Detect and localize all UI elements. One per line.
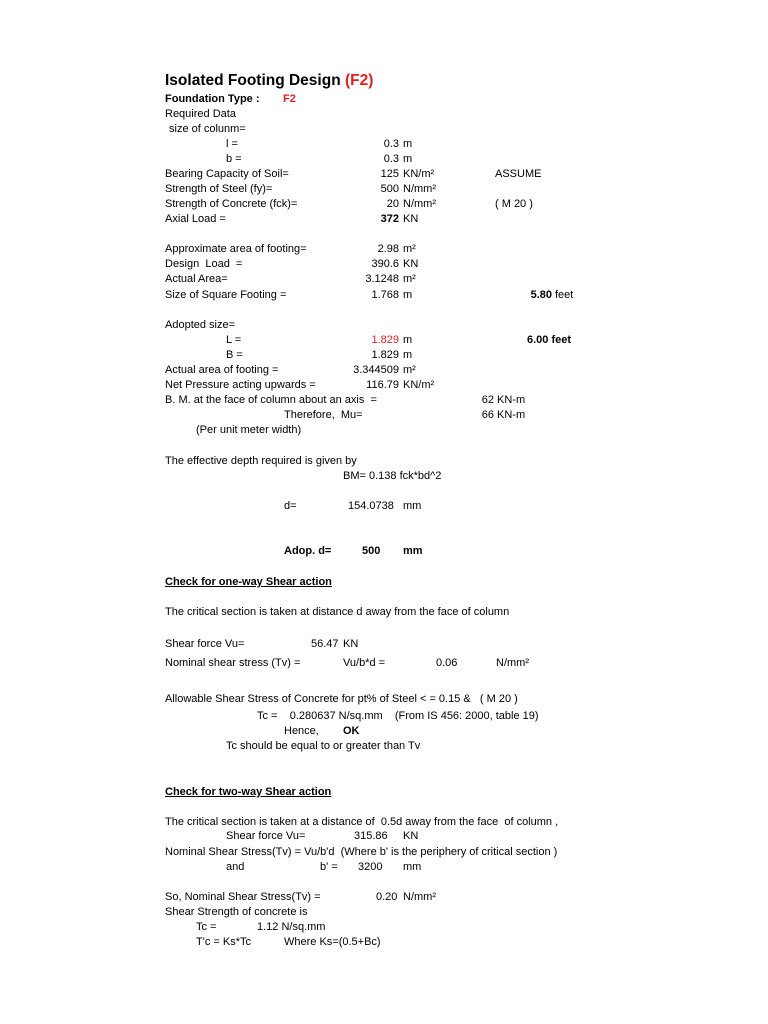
approx-area-label: Approximate area of footing= bbox=[165, 243, 307, 255]
actual-area-value: 3.1248 bbox=[365, 273, 399, 285]
L-feet: 6.00 feet bbox=[527, 334, 572, 346]
so-nominal-unit: N/mm² bbox=[403, 891, 436, 903]
two-way-shear-heading: Check for two-way Shear action bbox=[165, 786, 332, 798]
B-label: B = bbox=[226, 349, 243, 361]
required-data-label: Required Data bbox=[165, 108, 236, 120]
l-label: l = bbox=[226, 138, 238, 150]
bearing-capacity-unit: KN/m² bbox=[403, 168, 435, 180]
steel-strength-unit: N/mm² bbox=[403, 183, 436, 195]
design-load-label: Design Load = bbox=[165, 258, 243, 270]
so-nominal-label: So, Nominal Shear Stress(Tv) = bbox=[165, 891, 321, 903]
l-unit: m bbox=[403, 138, 413, 150]
one-way-critical-text: The critical section is taken at distance d away from the face of column bbox=[165, 606, 510, 618]
axial-load-unit: KN bbox=[403, 213, 419, 225]
actual-area-footing-value: 3.344509 bbox=[353, 364, 399, 376]
two-way-critical-text: The critical section is taken at a distance of 0.5d away from the face of column , bbox=[165, 816, 559, 828]
actual-area-footing-label: Actual area of footing = bbox=[165, 364, 279, 376]
steel-strength-label: Strength of Steel (fy)= bbox=[165, 183, 273, 195]
tc-prime-label: T'c = Ks*Tc bbox=[196, 936, 251, 948]
concrete-strength-label: Strength of Concrete (fck)= bbox=[165, 198, 298, 210]
title-text: Isolated Footing Design bbox=[165, 72, 341, 89]
and-label: and bbox=[226, 861, 245, 873]
net-pressure-label: Net Pressure acting upwards = bbox=[165, 379, 316, 391]
one-way-conclusion: Tc should be equal to or greater than Tv bbox=[226, 740, 421, 752]
tc-line: Tc = 0.280637 N/sq.mm (From IS 456: 2000, table 19) bbox=[257, 710, 539, 722]
two-way-shear-force-label: Shear force Vu= bbox=[226, 830, 306, 842]
approx-area-value: 2.98 bbox=[377, 243, 399, 255]
net-pressure-value: 116.79 bbox=[366, 379, 399, 391]
ok-status: OK bbox=[343, 725, 360, 737]
L-label: L = bbox=[226, 334, 242, 346]
b-prime-value: 3200 bbox=[358, 861, 383, 873]
tc-label: Tc = bbox=[196, 921, 217, 933]
L-value: 1.829 bbox=[371, 334, 399, 346]
foundation-type-label: Foundation Type : bbox=[165, 93, 260, 105]
effective-depth-intro: The effective depth required is given by bbox=[165, 455, 357, 467]
nominal-shear-label: Nominal shear stress (Tv) = bbox=[165, 657, 301, 669]
one-way-shear-force-value: 56.47 bbox=[311, 638, 339, 650]
L-unit: m bbox=[403, 334, 413, 346]
one-way-shear-force-unit: KN bbox=[343, 638, 359, 650]
column-size-label: size of colunm= bbox=[169, 123, 246, 135]
allowable-shear-text: Allowable Shear Stress of Concrete for pt% of Steel < = 0.15 & ( M 20 ) bbox=[165, 693, 518, 705]
bending-moment-value: 62 bbox=[481, 394, 494, 406]
bearing-capacity-label: Bearing Capacity of Soil= bbox=[165, 168, 289, 180]
B-value: 1.829 bbox=[371, 349, 399, 361]
mu-value: 66 bbox=[481, 409, 494, 421]
concrete-strength-value: 20 bbox=[386, 198, 399, 210]
foundation-type-value: F2 bbox=[283, 93, 296, 105]
adopted-d-label: Adop. d= bbox=[284, 545, 332, 557]
adopted-size-label: Adopted size= bbox=[165, 319, 236, 331]
tc-prime-where: Where Ks=(0.5+Bc) bbox=[284, 936, 381, 948]
tc-value: 1.12 N/sq.mm bbox=[257, 921, 326, 933]
two-way-shear-force-unit: KN bbox=[403, 830, 419, 842]
two-way-nominal-line: Nominal Shear Stress(Tv) = Vu/b'd (Where b' is the periphery of critical section ) bbox=[165, 846, 558, 858]
design-load-unit: KN bbox=[403, 258, 419, 270]
title-tag: (F2) bbox=[344, 72, 374, 89]
adopted-d-value: 500 bbox=[362, 545, 381, 557]
mu-unit: KN-m bbox=[497, 409, 526, 421]
per-unit-note: (Per unit meter width) bbox=[196, 424, 302, 436]
b-label: b = bbox=[226, 153, 242, 165]
shear-strength-label: Shear Strength of concrete is bbox=[165, 906, 308, 918]
so-nominal-value: 0.20 bbox=[376, 891, 398, 903]
square-footing-feet-value: 5.80 bbox=[530, 289, 552, 301]
d-label: d= bbox=[284, 500, 297, 512]
axial-load-value: 372 bbox=[380, 213, 399, 225]
B-unit: m bbox=[403, 349, 413, 361]
b-prime-unit: mm bbox=[403, 861, 422, 873]
actual-area-unit: m² bbox=[403, 273, 416, 285]
design-load-value: 390.6 bbox=[371, 258, 399, 270]
mu-label: Therefore, Mu= bbox=[284, 409, 363, 421]
steel-strength-value: 500 bbox=[380, 183, 399, 195]
net-pressure-unit: KN/m² bbox=[403, 379, 435, 391]
bm-formula: BM= 0.138 fck*bd^2 bbox=[343, 470, 442, 482]
d-value: 154.0738 bbox=[348, 500, 394, 512]
square-footing-feet-unit: feet bbox=[555, 289, 574, 301]
assume-note: ASSUME bbox=[495, 168, 542, 180]
b-unit: m bbox=[403, 153, 413, 165]
hence-label: Hence, bbox=[284, 725, 319, 737]
bending-moment-unit: KN-m bbox=[497, 394, 526, 406]
axial-load-label: Axial Load = bbox=[165, 213, 226, 225]
concrete-strength-unit: N/mm² bbox=[403, 198, 436, 210]
actual-area-footing-unit: m² bbox=[403, 364, 416, 376]
bearing-capacity-value: 125 bbox=[380, 168, 399, 180]
page-title bbox=[165, 72, 373, 90]
one-way-shear-force-label: Shear force Vu= bbox=[165, 638, 245, 650]
approx-area-unit: m² bbox=[403, 243, 416, 255]
adopted-d-unit: mm bbox=[403, 545, 423, 557]
nominal-shear-formula: Vu/b*d = bbox=[343, 657, 386, 669]
b-prime-label: b' = bbox=[320, 861, 338, 873]
nominal-shear-unit: N/mm² bbox=[496, 657, 529, 669]
square-footing-value: 1.768 bbox=[371, 289, 399, 301]
nominal-shear-value: 0.06 bbox=[436, 657, 458, 669]
bending-moment-label: B. M. at the face of column about an axis = bbox=[165, 394, 377, 406]
l-value: 0.3 bbox=[383, 138, 399, 150]
one-way-shear-heading: Check for one-way Shear action bbox=[165, 576, 332, 588]
square-footing-label: Size of Square Footing = bbox=[165, 289, 287, 301]
d-unit: mm bbox=[403, 500, 422, 512]
concrete-grade-note: ( M 20 ) bbox=[495, 198, 533, 210]
two-way-shear-force-value: 315.86 bbox=[354, 830, 388, 842]
actual-area-label: Actual Area= bbox=[165, 273, 228, 285]
b-value: 0.3 bbox=[383, 153, 399, 165]
square-footing-unit: m bbox=[403, 289, 413, 301]
